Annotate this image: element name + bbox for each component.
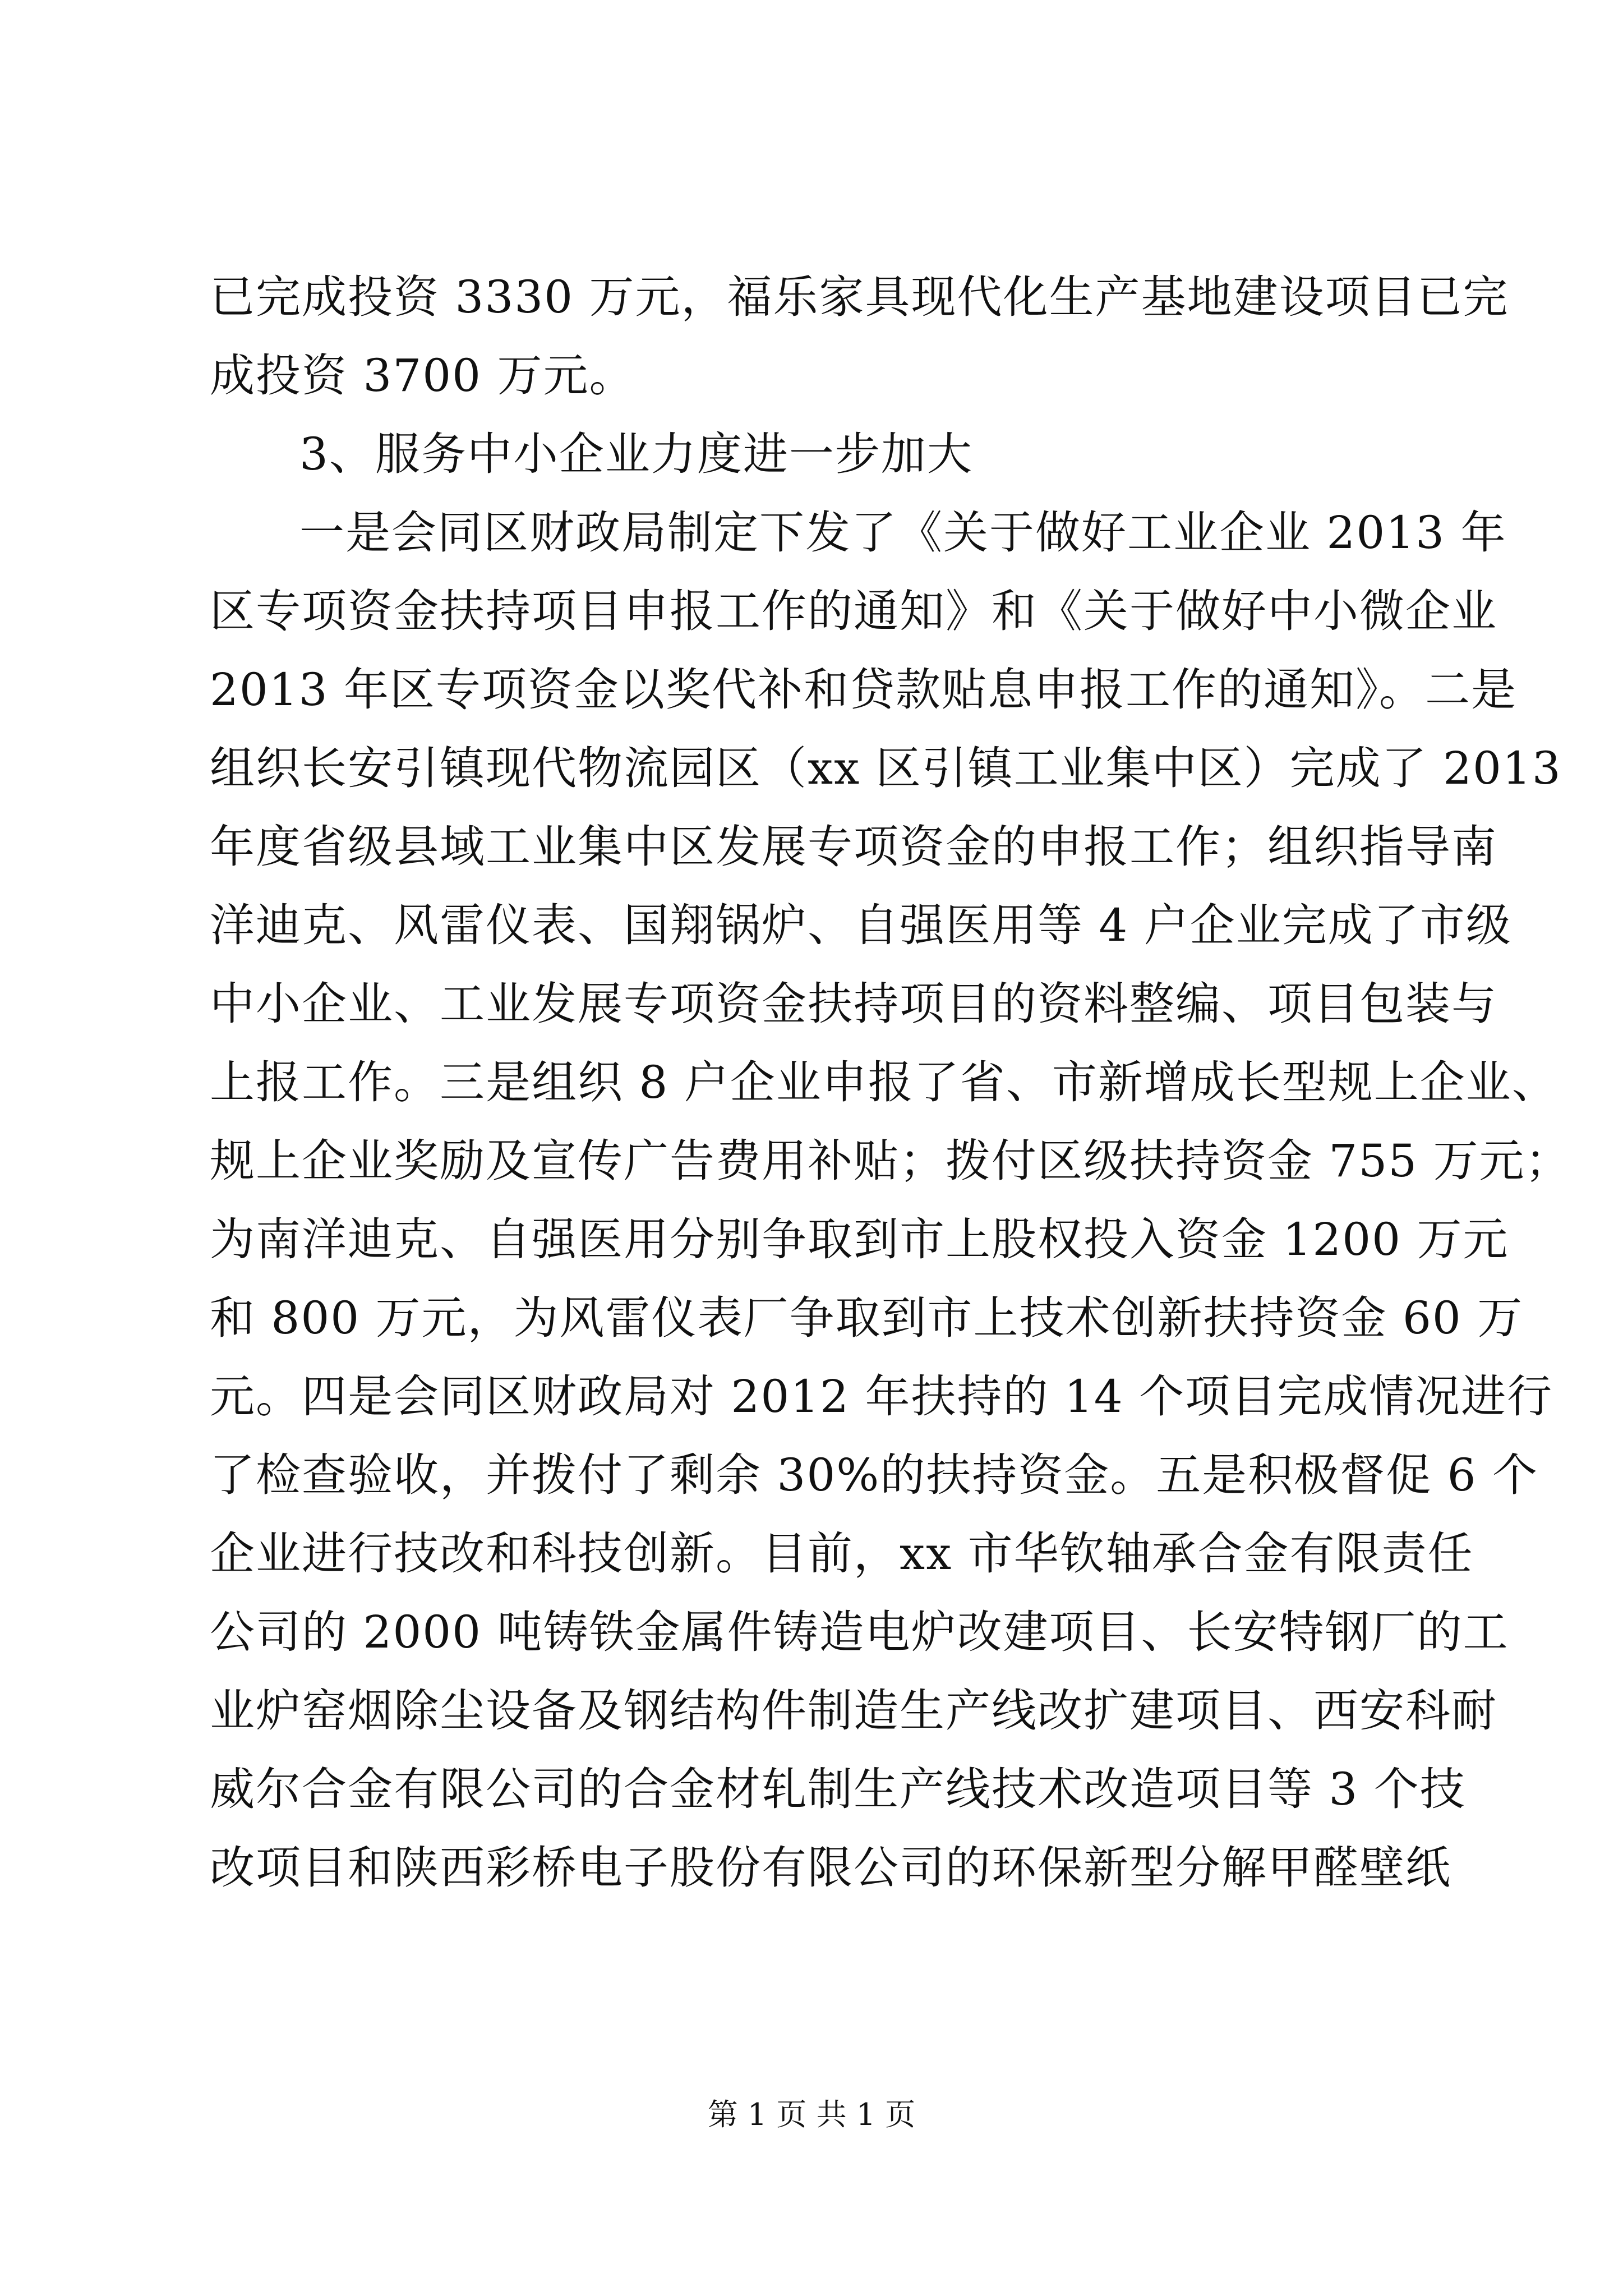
text-line: 公司的 2000 吨铸铁金属件铸造电炉改建项目、长安特钢厂的工 (210, 1606, 1509, 1658)
page-footer (0, 2092, 1623, 2137)
text-line: 和 800 万元，为风雷仪表厂争取到市上技术创新扶持资金 60 万 (210, 1292, 1524, 1344)
text-line: 洋迪克、风雷仪表、国翔锅炉、自强医用等 4 户企业完成了市级 (210, 899, 1512, 951)
text-line: 已完成投资 3330 万元，福乐家具现代化生产基地建设项目已完 (210, 271, 1509, 323)
text-line: 威尔合金有限公司的合金材轧制生产线技术改造项目等 3 个技 (210, 1763, 1466, 1815)
text-line: 元。四是会同区财政局对 2012 年扶持的 14 个项目完成情况进行 (210, 1370, 1553, 1423)
text-line: 成投资 3700 万元。 (210, 349, 635, 402)
text-line: 年度省级县域工业集中区发展专项资金的申报工作；组织指导南 (210, 821, 1497, 873)
text-line: 了检查验收，并拨付了剩余 30%的扶持资金。五是积极督促 6 个 (210, 1449, 1538, 1501)
text-line: 规上企业奖励及宣传广告费用补贴；拨付区级扶持资金 755 万元； (210, 1135, 1571, 1187)
text-line: 业炉窑烟除尘设备及钢结构件制造生产线改扩建项目、西安科耐 (210, 1685, 1497, 1737)
text-line: 企业进行技改和科技创新。目前，xx 市华钦轴承合金有限责任 (210, 1527, 1474, 1580)
page-number-label: 第 1 页 共 1 页 (707, 2097, 916, 2132)
text-line: 组织长安引镇现代物流园区（xx 区引镇工业集中区）完成了 2013 (210, 742, 1562, 794)
paragraph-first-line: 一是会同区财政局制定下发了《关于做好工业企业 2013 年 (299, 507, 1507, 559)
text-line: 改项目和陕西彩桥电子股份有限公司的环保新型分解甲醛壁纸 (210, 1842, 1451, 1894)
section-heading: 3、服务中小企业力度进一步加大 (299, 428, 973, 480)
document-body (210, 258, 1571, 1907)
text-line: 上报工作。三是组织 8 户企业申报了省、市新增成长型规上企业、 (210, 1056, 1558, 1108)
text-line: 为南洋迪克、自强医用分别争取到市上股权投入资金 1200 万元 (210, 1213, 1509, 1266)
text-line: 2013 年区专项资金以奖代补和贷款贴息申报工作的通知》。二是 (210, 664, 1518, 716)
text-line: 中小企业、工业发展专项资金扶持项目的资料整编、项目包装与 (210, 978, 1497, 1030)
text-line: 区专项资金扶持项目申报工作的通知》和《关于做好中小微企业 (210, 585, 1497, 637)
